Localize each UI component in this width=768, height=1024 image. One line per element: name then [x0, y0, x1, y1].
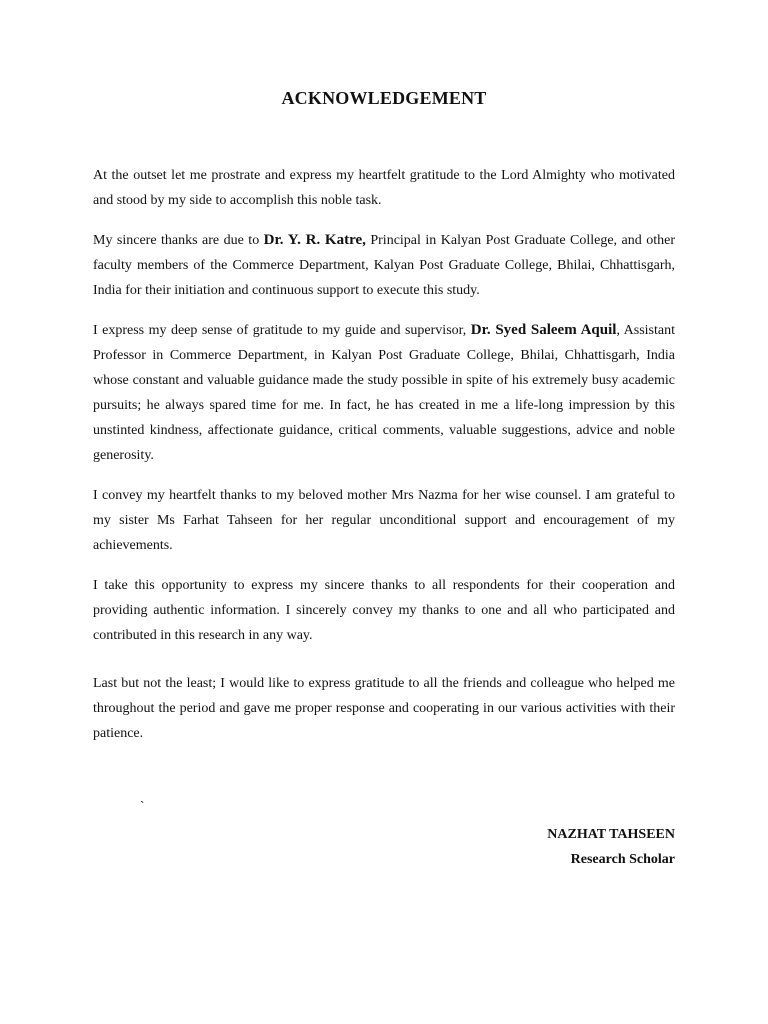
- paragraph-thanks-respondents: I take this opportunity to express my sincere thanks to all respondents for their cooperation and providing authentic information. I sincerely convey my thanks to one and all who participated and contributed in this research in any way.: [93, 578, 675, 643]
- paragraph-thanks-supervisor: [93, 318, 675, 468]
- supervisor-name: Dr. Syed Saleem Aquil: [470, 322, 617, 338]
- paragraph-gratitude-almighty: At the outset let me prostrate and express my heartfelt gratitude to the Lord Almighty who motivated and stood by my side to accomplish this noble task.: [93, 168, 675, 208]
- principal-name: Dr. Y. R. Katre,: [263, 232, 366, 248]
- stray-mark: `: [140, 798, 145, 813]
- paragraph-thanks-friends: Last but not the least; I would like to express gratitude to all the friends and colleague who helped me throughout the period and gave me proper response and cooperating in our various activities with their patience.: [93, 676, 675, 741]
- signature-name: NAZHAT TAHSEEN: [547, 827, 675, 842]
- signature-block: [547, 822, 675, 872]
- paragraph-thanks-family: I convey my heartfelt thanks to my beloved mother Mrs Nazma for her wise counsel. I am grateful to my sister Ms Farhat Tahseen for her regular unconditional support and encouragement of my achievements.: [93, 488, 675, 553]
- paragraph-text: I express my deep sense of gratitude to my guide and supervisor,: [93, 323, 471, 338]
- paragraph-thanks-principal: [93, 228, 675, 303]
- paragraph-text: My sincere thanks are due to: [93, 233, 264, 248]
- paragraph-text: , Assistant Professor in Commerce Department, in Kalyan Post Graduate College, Bhilai, Chhattisgarh, India whose constant and valuable guidance made the study possible in spite of his extremely busy academic pursuits; he always spared time for me. In fact, he has created in me a life-long impression by this unstinted kindness, affectionate guidance, critical comments, valuable suggestions, advice and noble generosity.: [93, 323, 675, 463]
- page-title: ACKNOWLEDGEMENT: [281, 88, 487, 108]
- paragraph-text: Principal in Kalyan Post Graduate College, and other faculty members of the Commerce Department, Kalyan Post Graduate College, Bhilai, Chhattisgarh, India for their initiation and continuous support to execute this study.: [93, 233, 675, 298]
- signature-role: Research Scholar: [570, 852, 675, 867]
